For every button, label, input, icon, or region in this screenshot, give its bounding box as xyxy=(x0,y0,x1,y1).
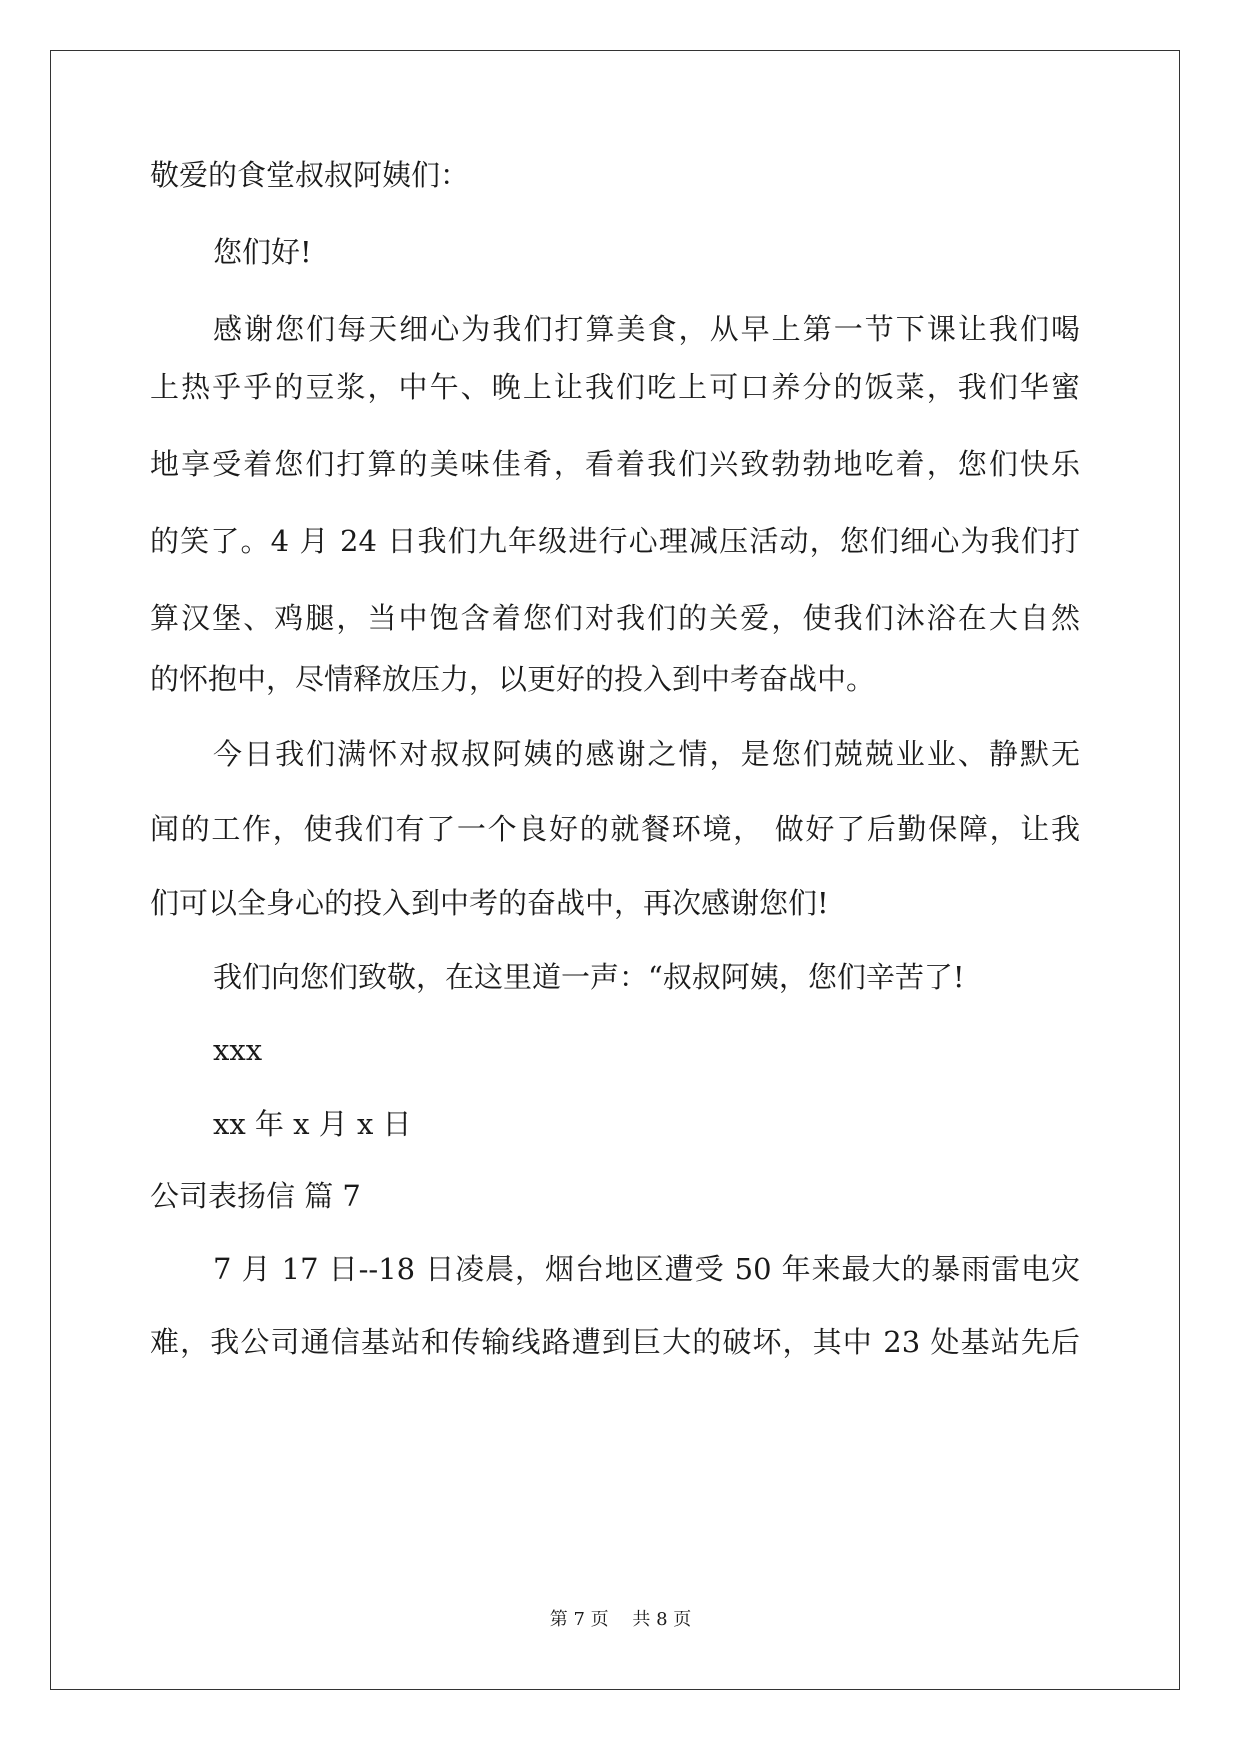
paragraph-line: 们可以全身心的投入到中考的奋战中，再次感谢您们! xyxy=(150,886,829,920)
paragraph-line: 算汉堡、鸡腿，当中饱含着您们对我们的关爱，使我们沐浴在大自然 xyxy=(150,601,1080,635)
paragraph-line: 我们向您们致敬，在这里道一声：“叔叔阿姨，您们辛苦了! xyxy=(213,960,965,994)
paragraph-line: 7 月 17 日--18 日凌晨，烟台地区遭受 50 年来最大的暴雨雷电灾 xyxy=(213,1252,1080,1286)
paragraph-line: 的怀抱中，尽情释放压力，以更好的投入到中考奋战中。 xyxy=(150,662,876,696)
page-border xyxy=(50,50,1180,1690)
paragraph-line: 闻的工作，使我们有了一个良好的就餐环境， 做好了后勤保障，让我 xyxy=(150,812,1080,846)
paragraph-line: 感谢您们每天细心为我们打算美食，从早上第一节下课让我们喝 xyxy=(213,312,1080,346)
paragraph-line: 上热乎乎的豆浆，中午、晚上让我们吃上可口养分的饭菜，我们华蜜 xyxy=(150,370,1080,404)
paragraph-line: 的笑了。4 月 24 日我们九年级进行心理减压活动，您们细心为我们打 xyxy=(150,524,1080,558)
salutation: 敬爱的食堂叔叔阿姨们： xyxy=(150,158,470,192)
section-heading: 公司表扬信 篇 7 xyxy=(150,1179,361,1213)
signature: xxx xyxy=(213,1033,263,1067)
paragraph-line: 地享受着您们打算的美味佳肴，看着我们兴致勃勃地吃着，您们快乐 xyxy=(150,447,1080,481)
greeting: 您们好! xyxy=(213,235,312,269)
paragraph-line: 今日我们满怀对叔叔阿姨的感谢之情，是您们兢兢业业、静默无 xyxy=(213,737,1080,771)
paragraph-line: 难，我公司通信基站和传输线路遭到巨大的破坏，其中 23 处基站先后 xyxy=(150,1325,1080,1359)
page-number: 第 7 页 共 8 页 xyxy=(549,1609,692,1630)
date-line: xx 年 x 月 x 日 xyxy=(213,1107,412,1141)
